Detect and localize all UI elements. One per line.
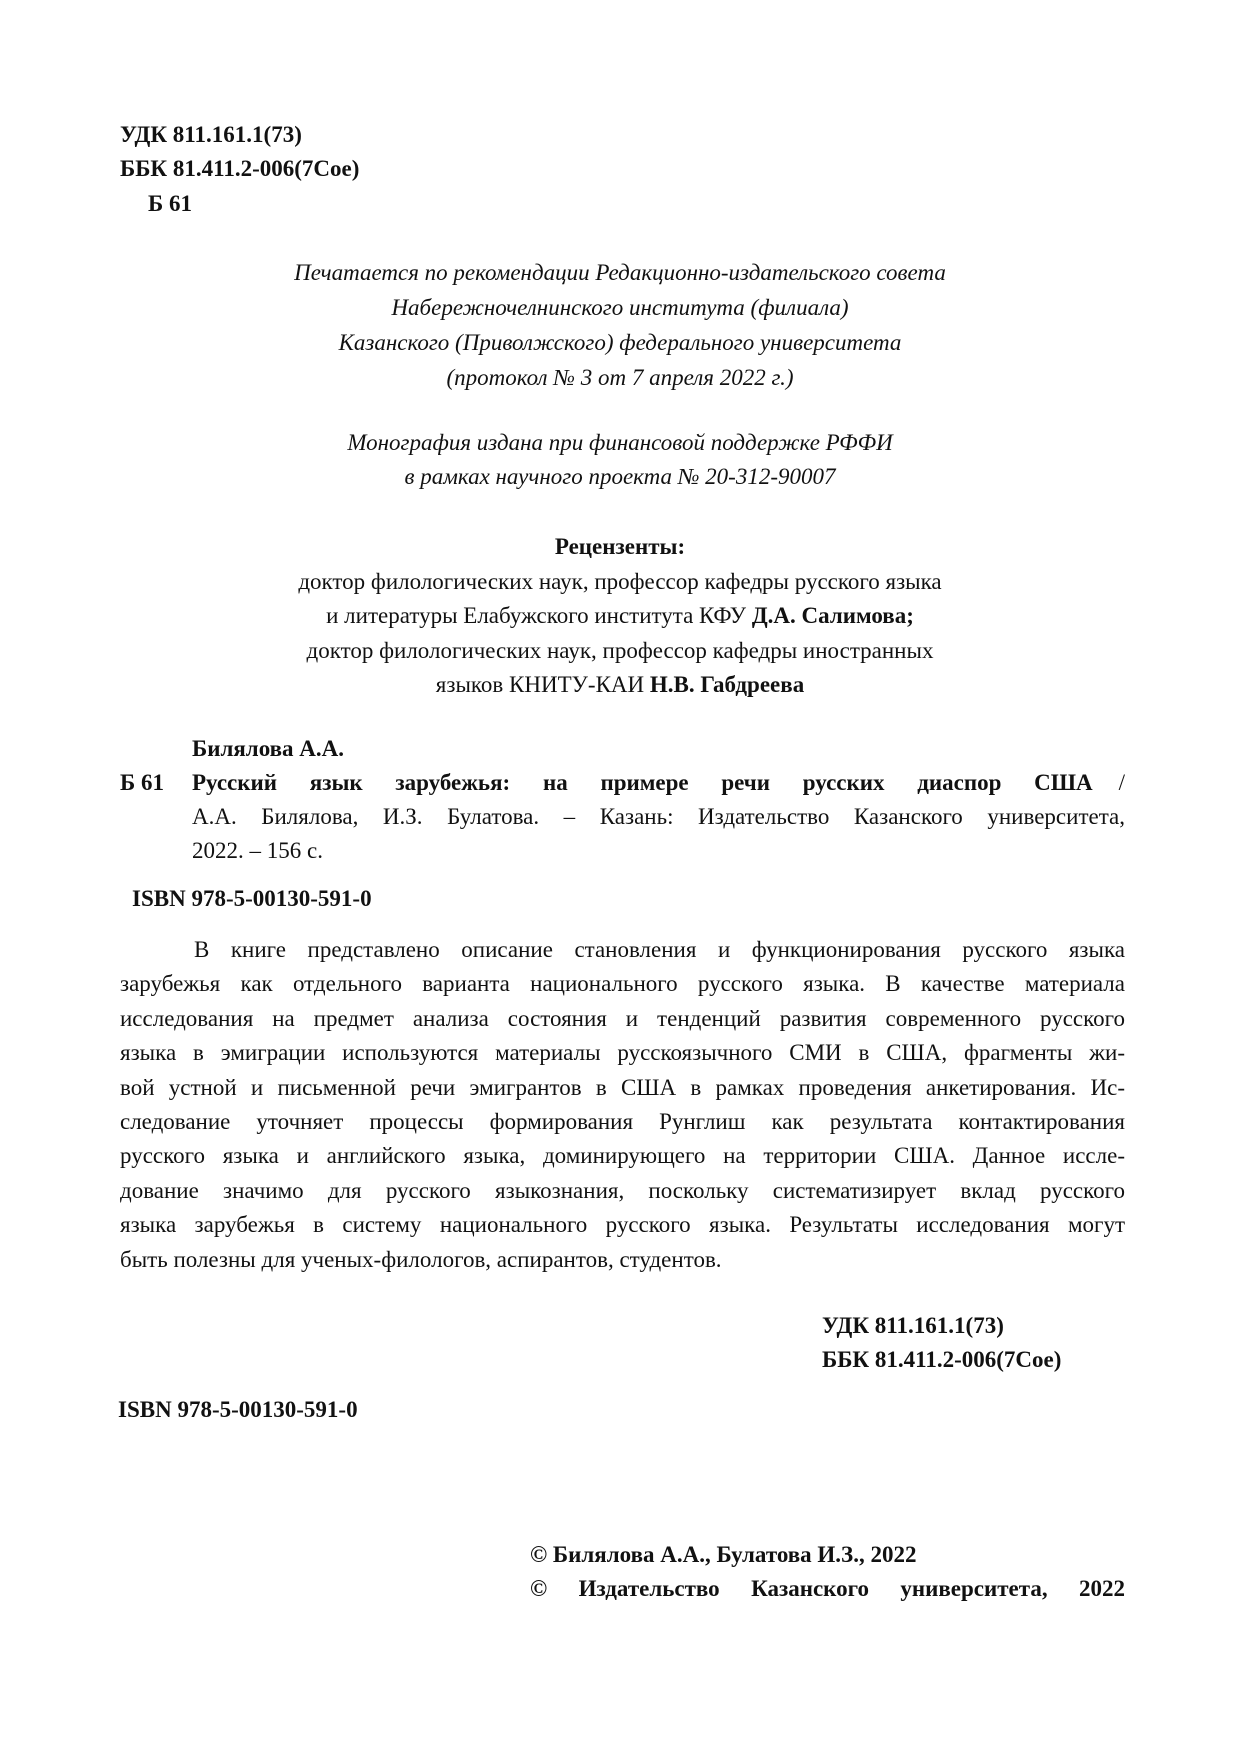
reviewer-name: Д.А. Салимова; xyxy=(751,603,914,628)
abstract-line: русского языка и английского языка, доминирующего на территории США. Данное иссле- xyxy=(120,1143,1125,1169)
footer-isbn: ISBN 978-5-00130-591-0 xyxy=(118,1397,358,1422)
copyright-word: Казанского xyxy=(751,1576,869,1601)
reviewers-block xyxy=(120,530,1120,703)
abstract-line: следование уточняет процессы формирования Рунглиш как результата контактирования xyxy=(120,1109,1125,1135)
approval-note xyxy=(120,255,1120,395)
reviewer-line xyxy=(120,668,1120,703)
bib-title-slash: / xyxy=(1118,770,1125,795)
reviewer-affiliation: языков КНИТУ-КАИ xyxy=(435,672,650,697)
reviewer-affiliation: и литературы Елабужского института КФУ xyxy=(326,603,752,628)
reviewer-name: Н.В. Габдреева xyxy=(649,672,805,697)
copyright-authors: © Билялова А.А., Булатова И.З., 2022 xyxy=(530,1542,917,1567)
copyright-word: университета, xyxy=(900,1576,1048,1601)
abstract-line: языка зарубежья в систему национального русского языка. Результаты исследования могут xyxy=(120,1212,1125,1238)
author-sign: Б 61 xyxy=(148,191,192,216)
funding-line: в рамках научного проекта № 20-312-90007 xyxy=(404,464,836,489)
bib-title xyxy=(192,766,1125,800)
copyright-year: 2022 xyxy=(1079,1576,1125,1601)
approval-line: Набережночелнинского института (филиала) xyxy=(391,295,849,320)
bib-isbn: ISBN 978-5-00130-591-0 xyxy=(132,886,372,911)
bib-author-heading: Билялова А.А. xyxy=(192,736,345,761)
abstract-line: В книге представлено описание становления и функционирования русского языка xyxy=(194,937,1125,962)
reviewer-line: доктор филологических наук, профессор кафедры русского языка xyxy=(298,568,942,594)
bbk-code: ББК 81.411.2-006(7Сое) xyxy=(120,156,360,181)
abstract-line: дование значимо для русского языкознания, поскольку систематизирует вклад русского xyxy=(120,1177,1125,1203)
reviewer-line: доктор филологических наук, профессор кафедры иностранных xyxy=(306,637,934,663)
bib-title-row xyxy=(120,766,1125,800)
footer-udk: УДК 811.161.1(73) xyxy=(822,1313,1004,1338)
bib-authors-publisher: А.А. Билялова, И.З. Булатова. – Казань: Издательство Казанского университета, xyxy=(192,804,1125,829)
reviewer-line xyxy=(120,599,1120,634)
bib-code: Б 61 xyxy=(120,770,164,795)
funding-note xyxy=(120,426,1120,494)
abstract-line: зарубежья как отдельного варианта национального русского языка. В качестве материала xyxy=(120,971,1125,997)
approval-line: Казанского (Приволжского) федерального университета xyxy=(338,330,902,355)
bib-year-row xyxy=(120,834,1125,868)
copyright-word: Издательство xyxy=(578,1576,720,1601)
funding-line: Монография издана при финансовой поддержке РФФИ xyxy=(347,430,893,455)
bib-authors-row xyxy=(120,800,1125,834)
footer-bbk: ББК 81.411.2-006(7Сое) xyxy=(822,1347,1062,1372)
copyright-symbol: © xyxy=(530,1576,548,1601)
abstract xyxy=(120,933,1125,1277)
abstract-line: исследования на предмет анализа состояния и тенденций развития современного русского xyxy=(120,1005,1125,1031)
abstract-line: языка в эмиграции используются материалы русскоязычного СМИ в США, фрагменты жи- xyxy=(120,1040,1125,1066)
approval-line: (протокол № 3 от 7 апреля 2022 г.) xyxy=(446,365,794,390)
approval-line: Печатается по рекомендации Редакционно-издательского совета xyxy=(294,260,946,285)
reviewers-title: Рецензенты: xyxy=(554,534,686,559)
abstract-line: вой устной и письменной речи эмигрантов в США в рамках проведения анкетирования. Ис- xyxy=(120,1074,1125,1100)
abstract-line: быть полезны для ученых-филологов, аспирантов, студентов. xyxy=(120,1246,722,1272)
bib-title-text: Русский язык зарубежья: на примере речи русских диаспор США xyxy=(192,770,1093,795)
udk-code: УДК 811.161.1(73) xyxy=(120,122,302,147)
copyright-block xyxy=(530,1538,1125,1606)
copyright-publisher xyxy=(530,1572,1125,1606)
bib-year-pages: 2022. – 156 с. xyxy=(192,838,323,863)
